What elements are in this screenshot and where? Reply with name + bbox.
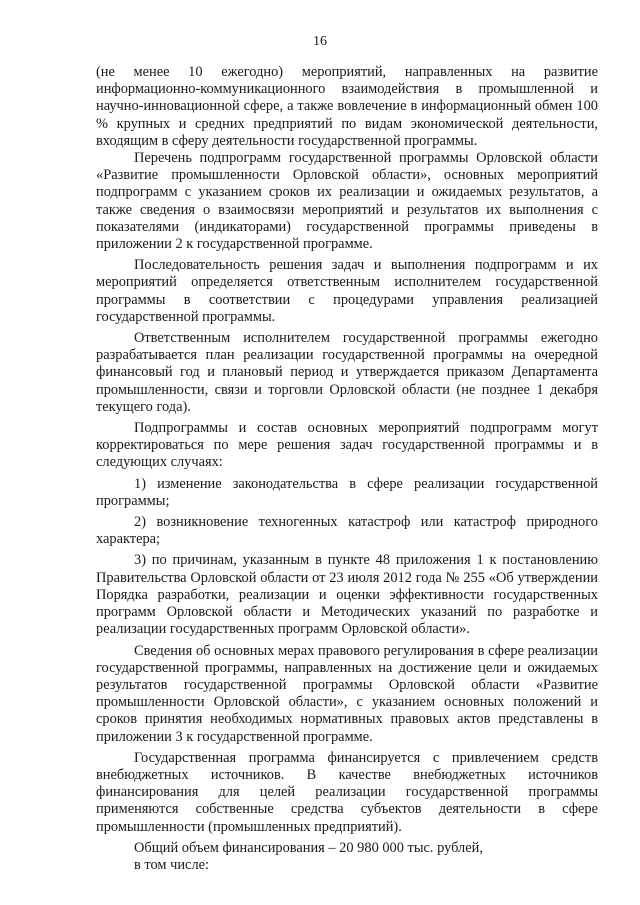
document-body — [96, 64, 598, 874]
list-item-case-2: 2) возникновение техногенных катастроф или катастроф природного характера; — [96, 514, 598, 548]
paragraph-total-financing: Общий объем финансирования – 20 980 000 тыс. рублей, — [134, 839, 483, 856]
paragraph-legal-regulation: Сведения об основных мерах правового регулирования в сфере реализации государственной программы, направленных на достижение цели и ожидаемых результатов государственной программы Орловской области «Развитие промышленности Орловской области», с указанием основных положений и сроков принятия необходимых нормативных правовых актов представлены в приложении 3 к государственной программе. — [96, 642, 598, 745]
list-item-case-3: 3) по причинам, указанным в пункте 48 приложения 1 к постановлению Правительства Орловской области от 23 июля 2012 года № 255 «Об утверждении Порядка разработки, реализации и оценки эффективности государственных программ Орловской области и Методических указаний по разработке и реализации государственных программ Орловской области». — [96, 552, 598, 638]
list-item-case-1: 1) изменение законодательства в сфере реализации государственной программы; — [96, 475, 598, 509]
paragraph-sequence: Последовательность решения задач и выполнения подпрограмм и их мероприятий определяется ответственным исполнителем государственной программы в соответствии с процедурами управления реализацией государственной программы. — [96, 257, 598, 325]
page-number: 16 — [313, 34, 327, 49]
paragraph-intro-continuation: (не менее 10 ежегодно) мероприятий, направленных на развитие информационно-коммуникационного взаимодействия в промышленной и научно-инновационной сфере, а также вовлечение в информационный обмен 100 % крупных и средних предприятий по видам экономической деятельности, входящим в сферу деятельности государственной программы. — [96, 64, 598, 149]
paragraph-implementation-plan: Ответственным исполнителем государственной программы ежегодно разрабатывается план реализации государственной программы на очередной финансовый год и плановый период и утверждается приказом Департамента промышленности, связи и торговли Орловской области (не позднее 1 декабря текущего года). — [96, 330, 598, 415]
paragraph-including: в том числе: — [134, 856, 210, 873]
paragraph-subprogram-list: Перечень подпрограмм государственной программы Орловской области «Развитие промышленности Орловской области», основных мероприятий подпрограмм с указанием сроков их реализации и ожидаемых результатов, а также сведения о взаимосвязи мероприятий и результатов их выполнения с показателями (индикаторами) государственной программы приведены в приложении 2 к государственной программе. — [96, 150, 598, 253]
paragraph-adjustment-cases: Подпрограммы и состав основных мероприятий подпрограмм могут корректироваться по мере решения задач государственной программы и в следующих случаях: — [96, 420, 598, 471]
paragraph-financing-sources: Государственная программа финансируется с привлечением средств внебюджетных источников. В качестве внебюджетных источников финансирования для целей реализации государственной программы применяются собственные средства субъектов деятельности в сфере промышленности (промышленных предприятий). — [96, 749, 598, 835]
